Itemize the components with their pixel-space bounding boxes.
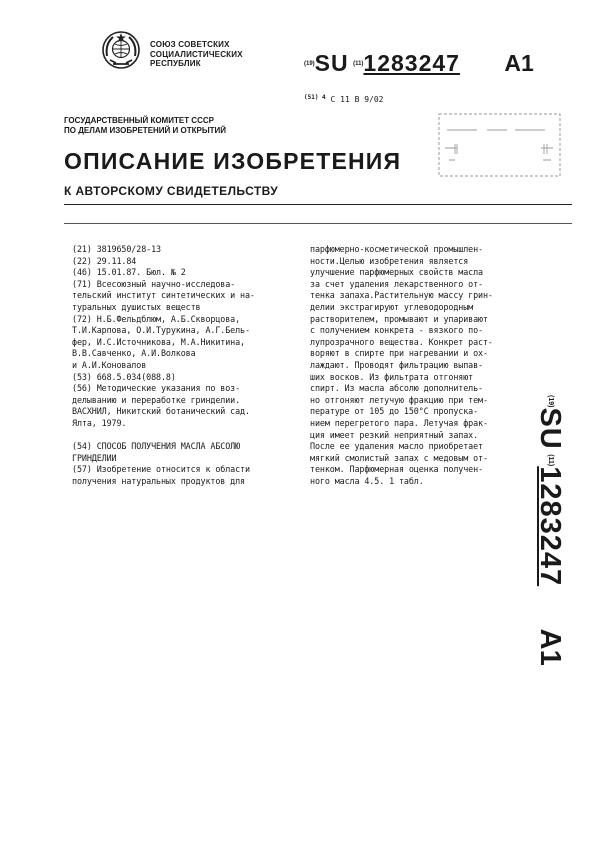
document-title: ОПИСАНИЕ ИЗОБРЕТЕНИЯ — [64, 148, 402, 174]
text-line: (22) 29.11.84 — [72, 255, 137, 266]
text-line: Ялта, 1979. — [72, 417, 127, 428]
divider — [64, 223, 572, 224]
text-line: тенком. Парфюмерная оценка получен- — [310, 464, 483, 475]
code-11: (11) — [353, 61, 364, 67]
text-line: спирт. Из масла абсолю дополнитель- — [310, 383, 483, 394]
text-line: и А.И.Коновалов — [72, 359, 147, 370]
library-stamp — [437, 108, 562, 180]
text-line — [72, 430, 255, 442]
text-line: лупрозрачного вещества. Конкрет раст- — [310, 336, 493, 347]
text-line: тельский институт синтетических и на- — [72, 290, 255, 301]
text-line: мягкий смолистый запах с медовым от- — [310, 452, 488, 463]
side-country-code: SU — [534, 407, 566, 450]
text-line: лаждают. Проводят фильтрацию выпав- — [310, 359, 483, 370]
text-line: ГРИНДЕЛИИ — [72, 452, 117, 463]
ipc-classification — [304, 94, 384, 104]
text-line: (46) 15.01.87. Бюл. № 2 — [72, 267, 186, 278]
divider — [64, 204, 572, 205]
code-19: (19) — [304, 61, 315, 67]
side-code-11: (11) — [547, 454, 554, 467]
text-line: (72) Н.Б.Фельдблюм, А.Б.Скворцова, — [72, 313, 241, 324]
text-line: ших восков. Из фильтрата отгоняют — [310, 371, 474, 382]
side-patent-number — [522, 395, 566, 680]
ipc-code: C 11 B 9/02 — [330, 95, 384, 104]
text-line: растворителем, промывают и упаривают — [310, 313, 488, 324]
text-line: (53) 668.5.034(088.8) — [72, 371, 176, 382]
text-line: В.В.Савченко, А.И.Волкова — [72, 348, 196, 359]
text-line: фер, И.С.Источникова, М.А.Никитина, — [72, 336, 245, 347]
text-line: пературе от 105 до 150°С пропуска- — [310, 406, 479, 417]
text-line: делыванию и переработке гринделии. — [72, 394, 241, 405]
committee-line: ПО ДЕЛАМ ИЗОБРЕТЕНИЙ И ОТКРЫТИЙ — [64, 126, 227, 135]
text-line: воряют в спирте при нагревании и ох- — [310, 348, 488, 359]
document-subtitle: К АВТОРСКОМУ СВИДЕТЕЛЬСТВУ — [64, 184, 279, 198]
ussr-line: СОЦИАЛИСТИЧЕСКИХ — [150, 49, 243, 59]
country-code: SU — [314, 50, 349, 76]
text-line: (71) Всесоюзный научно-исследова- — [72, 278, 236, 289]
text-line: нием перегретого пара. Летучая фрак- — [310, 417, 488, 428]
side-code-19: (19) — [547, 395, 554, 408]
text-line: ВАСХНИЛ, Никитский ботанический сад. — [72, 406, 250, 417]
side-patent-number-value: 1283247 — [534, 466, 566, 587]
text-line: Т.И.Карпова, О.И.Турукина, А.Г.Бель- — [72, 325, 250, 336]
text-line: (56) Методические указания по воз- — [72, 383, 241, 394]
text-line: (21) 3819650/28-13 — [72, 244, 161, 254]
ussr-line: СОЮЗ СОВЕТСКИХ — [150, 40, 230, 49]
patent-number: 1283247 — [363, 50, 460, 76]
ussr-line: РЕСПУБЛИК — [150, 59, 201, 68]
text-line: После ее удаления масло приобретает — [310, 441, 483, 452]
text-line: с получением конкрета - вязкого по- — [310, 325, 483, 336]
patent-number-block — [304, 50, 534, 77]
text-line: получения натуральных продуктов для — [72, 475, 245, 486]
kind-code: A1 — [504, 50, 534, 76]
ussr-emblem-icon — [101, 30, 141, 70]
code-51: (51) 4 — [304, 94, 326, 101]
text-line: делии экстрагируют углеводородным — [310, 301, 474, 312]
text-line: парфюмерно-косметической промышлен- — [310, 244, 483, 254]
committee-line: ГОСУДАРСТВЕННЫЙ КОМИТЕТ СССР — [64, 116, 214, 125]
text-line: туральных душистых веществ — [72, 301, 201, 312]
text-line: (54) СПОСОБ ПОЛУЧЕНИЯ МАСЛА АБСОЛЮ — [72, 441, 241, 452]
text-line: за счет удаления лекарственного от- — [310, 278, 483, 289]
text-line: тенка запаха.Растительную массу грин- — [310, 290, 493, 301]
text-line: (57) Изобретение относится к области — [72, 464, 250, 475]
text-line: ности.Целью изобретения является — [310, 255, 469, 266]
committee-label — [64, 116, 226, 136]
side-kind-code: A1 — [534, 628, 566, 666]
ussr-label — [150, 40, 243, 69]
bibliographic-column — [72, 244, 255, 487]
text-line: улучшение парфюмерных свойств масла — [310, 267, 483, 278]
abstract-column — [310, 244, 493, 487]
text-line: но отгоняют летучую фракцию при тем- — [310, 394, 488, 405]
text-line: ция имеет резкий неприятный запах. — [310, 429, 479, 440]
text-line: ного масла 4.5. 1 табл. — [310, 475, 424, 486]
